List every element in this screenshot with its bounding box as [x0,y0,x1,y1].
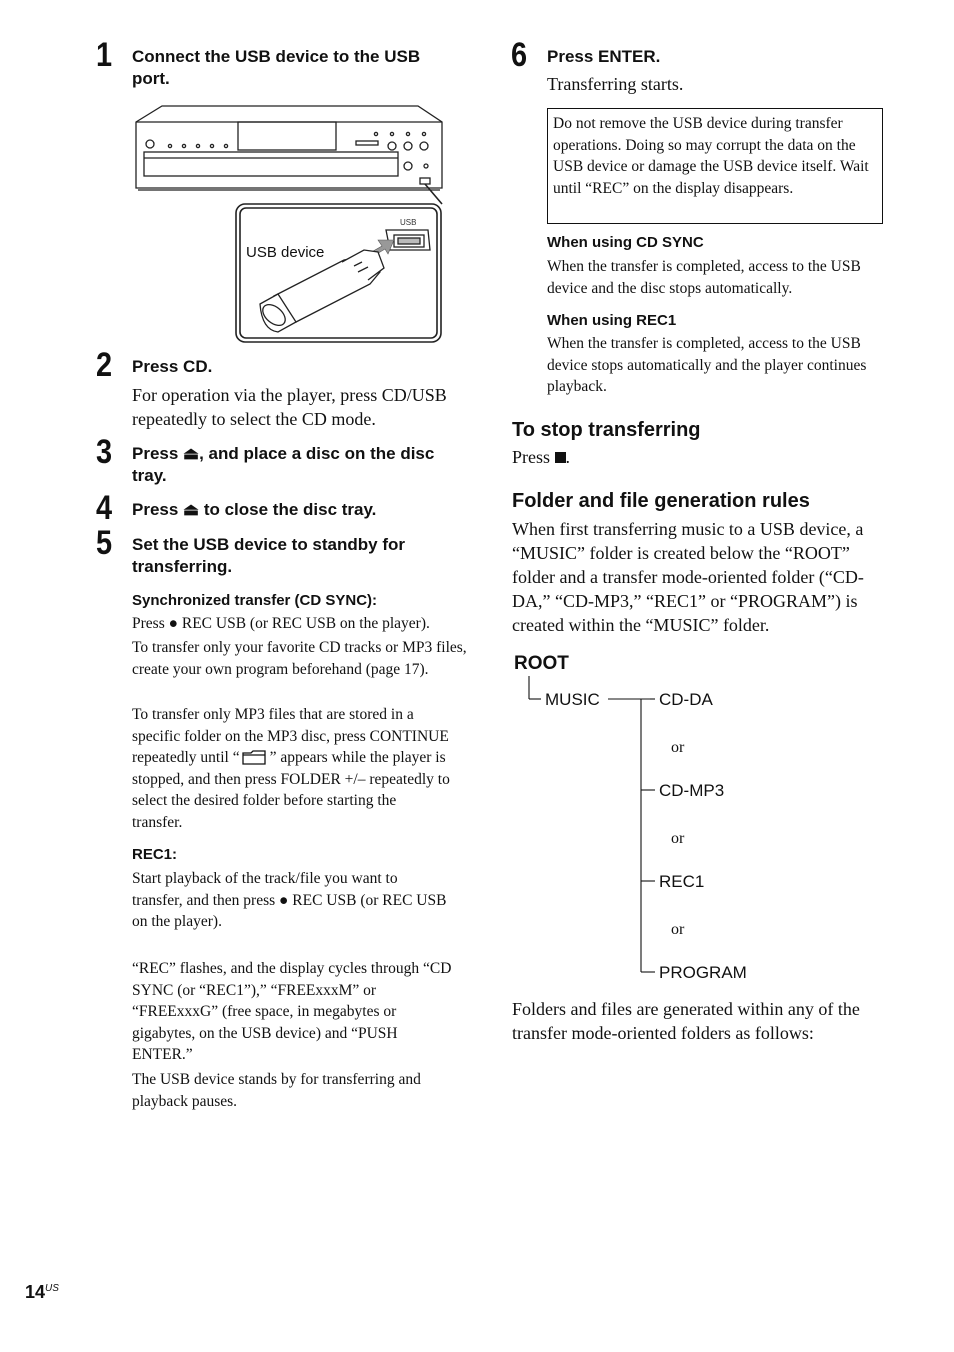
sync-paragraph-3: To transfer only MP3 files that are stored in a specific folder on the MP3 disc, press CONTINUE repeatedly until “ ” appears while the player is stopped, and then press FOLDER +/– repeatedly to select the desired folder before starting the transfer. [132,706,450,831]
rec1-heading: REC1: [132,846,178,863]
tree-folder-rec1: REC1 [659,872,705,891]
stop-square-icon [555,452,566,463]
note-box [547,108,883,224]
step-number-5: 5 [96,524,113,562]
rec1-paragraph-3: The USB device stands by for transferring and playback pauses. [132,1071,421,1110]
sync-paragraph-2: To transfer only your favorite CD tracks or MP3 files, create your own program beforehand (page 17). [132,639,467,678]
tree-folder-program: PROGRAM [659,963,747,982]
tree-connectors [529,676,655,972]
rec1-paragraph-2: “REC” flashes, and the display cycles through “CD SYNC (or “REC1”),” “FREExxxM” or “FREExxxG” (free space, in megabytes or gigabytes, on the USB device) and “PUSH ENTER.” [132,960,452,1063]
tree-music-label: MUSIC [545,690,600,709]
folder-tree-diagram [510,648,770,988]
rec1-usage-heading: When using REC1 [547,312,677,329]
stop-body: Press . [512,447,571,467]
step-2-body: For operation via the player, press CD/USB repeatedly to select the CD mode. [132,385,447,429]
note-text: Do not remove the USB device during transfer operations. Doing so may corrupt the data on the USB device or damage the USB device itself. Wait until “REC” on the display disappears. [553,115,869,197]
page-number: $14^{US}$ [25,1282,59,1302]
step-number-6: 6 [511,36,528,74]
rules-body: When first transferring music to a USB device, a “MUSIC” folder is created below the “ROOT” folder and a transfer mode-oriented folder (“CD-DA,” “CD-MP3,” “REC1” or “PROGRAM”) is created within the “MUSIC” folder. [512,519,864,635]
step-6-title: Press ENTER. [547,47,661,66]
tree-or-label: or [671,921,685,938]
step-6-body: Transferring starts. [547,74,684,94]
cdsync-body: When the transfer is completed, access to the USB device and the disc stops automatically. [547,258,861,297]
sync-paragraph-1: Press ● REC USB (or REC USB on the player). [132,615,430,632]
stop-heading: To stop transferring [512,419,701,441]
rec1-paragraph-1: Start playback of the track/file you want to transfer, and then press ● REC USB (or REC USB on the player). [132,870,447,930]
step-number-4: 4 [96,489,113,527]
eject-icon: ⏏ [183,444,200,463]
rec1-usage-body: When the transfer is completed, access to the USB device stops automatically and the player continues playback. [547,335,867,395]
step-5-title: Set the USB device to standby for transferring. [132,535,405,576]
step-number-3: 3 [96,433,113,471]
eject-icon: ⏏ [183,500,200,519]
tree-or-label: or [671,830,685,847]
step-number-2: 2 [96,346,113,384]
step-3-title: Press ⏏, and place a disc on the disc tray. [132,444,435,485]
record-dot-icon: ● [279,891,289,909]
step-2-title: Press CD. [132,357,213,376]
page-number-suffix: US [45,1283,59,1294]
tree-root-label: ROOT [514,653,569,674]
rules-heading: Folder and file generation rules [512,490,810,512]
usb-connection-figure [128,100,448,350]
cdsync-heading: When using CD SYNC [547,234,704,251]
cd-player-illustration [136,106,442,190]
tree-folder-cdda: CD-DA [659,690,713,709]
sync-heading: Synchronized transfer (CD SYNC): [132,592,378,609]
usb-port-label: USB [400,218,417,227]
record-dot-icon: ● [168,615,178,632]
tree-or-label: or [671,739,685,756]
step-number-1: 1 [96,36,113,74]
step-1-title: Connect the USB device to the USB port. [132,47,421,88]
usb-device-label: USB device [246,244,325,261]
closing-paragraph: Folders and files are generated within any of the transfer mode-oriented folders as follows: [512,999,860,1043]
folder-icon [242,749,268,765]
tree-folder-cdmp3: CD-MP3 [659,781,725,800]
step-4-title: Press ⏏ to close the disc tray. [132,500,377,519]
